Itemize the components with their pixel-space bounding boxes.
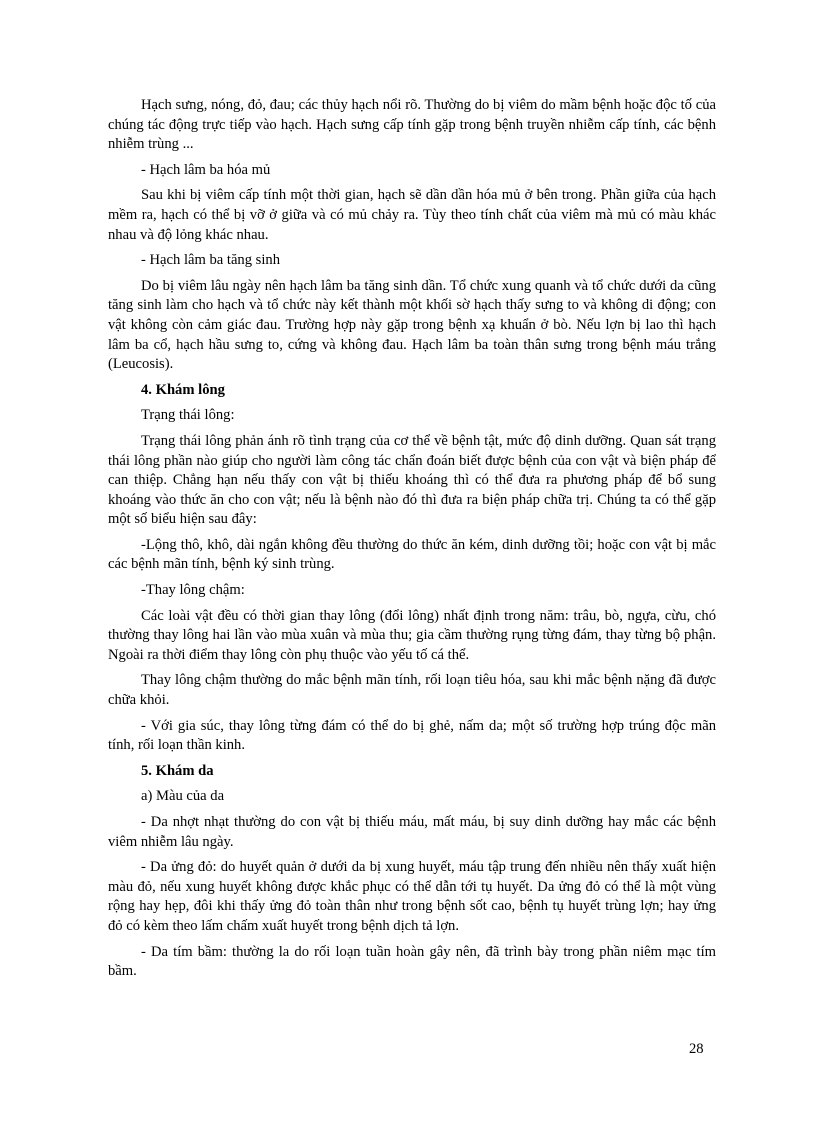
paragraph: - Hạch lâm ba hóa mủ <box>141 161 271 178</box>
page-number: 28 <box>689 1041 704 1057</box>
paragraph: Các loài vật đều có thời gian thay lông (đổi lông) nhất định trong năm: trâu, bò, ngựa, cừu, chó thường thay lông hai lần vào mùa xuân và mùa thu; gia cầm thường rụng từng đám, thay từng bộ phận. Ngoài ra thời điểm thay lông còn phụ thuộc vào yếu tố cá thể. <box>108 607 716 663</box>
paragraph: -Thay lông chậm: <box>141 582 245 599</box>
paragraph: Do bị viêm lâu ngày nên hạch lâm ba tăng sinh dần. Tổ chức xung quanh và tổ chức dưới da cũng tăng sinh làm cho hạch và tổ chức này kết thành một khối sờ hạch thấy sưng to và không di động; con vật không còn cảm giác đau. Trường hợp này gặp trong bệnh xạ khuẩn ở bò. Nếu lợn bị lao thì hạch lâm ba cổ, hạch hầu sưng to, cứng và không đau. Hạch lâm ba toàn thân sưng trong bệnh máu trắng (Leucosis). <box>108 277 716 373</box>
paragraph: - Da ửng đỏ: do huyết quản ở dưới da bị xung huyết, máu tập trung đến nhiều nên thấy xuất hiện màu đỏ, nếu xung huyết không được khắc phục có thể dẫn tới tụ huyết. Da ửng đỏ có thể là một vùng rộng hay hẹp, đôi khi thấy ửng đỏ toàn thân như trong bệnh sốt cao, bệnh tụ huyết trùng lợn; hay ửng đỏ có kèm theo lấm chấm xuất huyết trong bệnh dịch tả lợn. <box>108 859 716 934</box>
paragraph: Trạng thái lông phản ánh rõ tình trạng của cơ thể về bệnh tật, mức độ dinh dưỡng. Quan sát trạng thái lông phần nào giúp cho người làm công tác chẩn đoán biết được bệnh của con vật và biện pháp để can thiệp. Chẳng hạn nếu thấy con vật bị thiếu khoáng thì có thể đưa ra phương pháp để bổ sung khoáng vào thức ăn cho con vật; nếu là bệnh nào đó thì đưa ra biện pháp chữa trị. Chúng ta có thể gặp một số biểu hiện sau đây: <box>108 432 716 528</box>
paragraph: - Da tím bầm: thường la do rối loạn tuần hoàn gây nên, đã trình bày trong phần niêm mạc tím bầm. <box>108 943 716 980</box>
paragraph: Trạng thái lông: <box>141 407 235 424</box>
paragraph: - Da nhợt nhạt thường do con vật bị thiếu máu, mất máu, bị suy dinh dưỡng hay mắc các bệnh viêm nhiễm lâu ngày. <box>108 814 716 850</box>
paragraph: a) Màu của da <box>141 788 225 805</box>
section-heading: 5. Khám da <box>141 762 214 779</box>
paragraph: - Với gia súc, thay lông từng đám có thể do bị ghẻ, nấm da; một số trường hợp trúng độc mãn tính, rối loạn thần kinh. <box>108 717 716 754</box>
paragraph: - Hạch lâm ba tăng sinh <box>141 252 281 269</box>
paragraph: Sau khi bị viêm cấp tính một thời gian, hạch sẽ dần dần hóa mủ ở bên trong. Phần giữa của hạch mềm ra, hạch có thể bị vỡ ở giữa và có mủ chảy ra. Tùy theo tính chất của viêm mà mủ có màu khác nhau và độ lỏng khác nhau. <box>108 187 716 243</box>
paragraph: Thay lông chậm thường do mắc bệnh mãn tính, rối loạn tiêu hóa, sau khi mắc bệnh nặng đã được chữa khỏi. <box>108 672 716 709</box>
section-heading: 4. Khám lông <box>141 381 225 398</box>
paragraph: -Lộng thô, khô, dài ngắn không đều thường do thức ăn kém, dinh dưỡng tồi; hoặc con vật bị mắc các bệnh mãn tính, bệnh ký sinh trùng. <box>108 536 716 573</box>
document-page <box>108 96 716 988</box>
paragraph: Hạch sưng, nóng, đỏ, đau; các thủy hạch nổi rõ. Thường do bị viêm do mầm bệnh hoặc độc tố của chúng tác động trực tiếp vào hạch. Hạch sưng cấp tính gặp trong bệnh truyền nhiễm cấp tính, các bệnh nhiễm trùng ... <box>108 97 716 153</box>
